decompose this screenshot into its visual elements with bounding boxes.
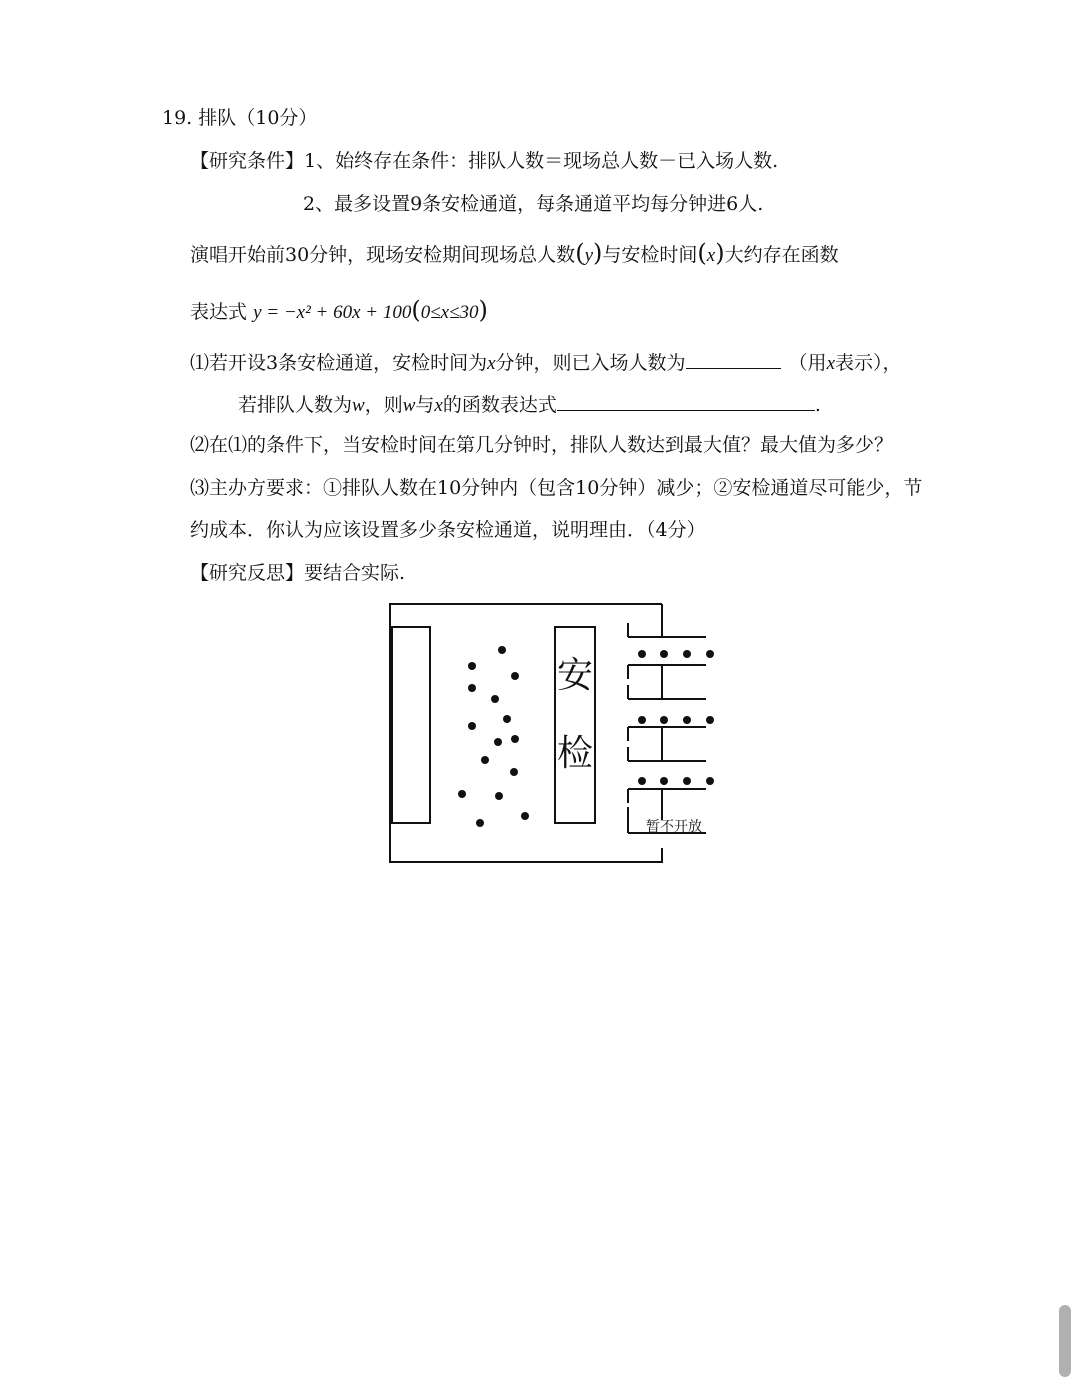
var-y: y — [584, 245, 593, 266]
part1-line2-text-a: 若排队人数为 — [238, 394, 353, 416]
crowd-dot — [458, 790, 466, 798]
queue-dot — [638, 650, 646, 658]
scrollbar-thumb[interactable] — [1059, 1305, 1071, 1377]
intro-text-b: 与安检时间 — [602, 244, 698, 266]
queue-dot — [638, 716, 646, 724]
crowd-dot — [468, 662, 476, 670]
part1-text-d: 表示）， — [835, 352, 902, 374]
queue-dot — [660, 777, 668, 785]
crowd-dot — [521, 812, 529, 820]
part1-var-w-2: w — [402, 395, 416, 416]
closed-lane-label: 暂不开放 — [646, 819, 702, 835]
answer-blank-entered[interactable] — [686, 348, 781, 369]
intro-text-d: 表达式 — [190, 301, 248, 323]
intro-line-2: 表达式 y = −x² + 60x + 100(0≤x≤30) — [190, 296, 488, 324]
part1-text-c: （用 — [788, 352, 827, 374]
queue-dot — [683, 777, 691, 785]
condition-line-2: 2、最多设置9条安检通道，每条通道平均每分钟进6人. — [303, 193, 764, 215]
stage-rect — [392, 627, 430, 823]
question-number-title: 19. 排队（10分） — [162, 107, 318, 129]
part1-var-x-3: x — [434, 395, 443, 416]
crowd-dot — [481, 756, 489, 764]
crowd-dot — [495, 792, 503, 800]
queue-dot — [706, 777, 714, 785]
answer-blank-function[interactable] — [557, 390, 815, 411]
crowd-dot — [511, 735, 519, 743]
crowd-dot — [476, 819, 484, 827]
crowd-dot — [491, 695, 499, 703]
part1-line-1 — [190, 348, 902, 377]
reflection-text: 要结合实际. — [304, 562, 406, 584]
part3-line-1: ⑶主办方要求：①排队人数在10分钟内（包含10分钟）减少；②安检通道尽可能少，节 — [190, 477, 923, 499]
reflection-line — [190, 560, 405, 586]
function-formula: y = −x² + 60x + 100 — [253, 302, 412, 323]
crowd-dot — [494, 738, 502, 746]
queue-dot — [660, 650, 668, 658]
reflection-label: 【研究反思】 — [190, 562, 305, 584]
intro-text-a: 演唱开始前30分钟，现场安检期间现场总人数 — [190, 244, 576, 266]
queue-dot — [660, 716, 668, 724]
crowd-dot — [498, 646, 506, 654]
queue-dot — [706, 716, 714, 724]
queue-dot — [638, 777, 646, 785]
security-char-1: 安 — [556, 655, 594, 696]
intro-text-c: 大约存在函数 — [724, 244, 839, 266]
crowd-dot — [503, 715, 511, 723]
crowd-dot — [468, 684, 476, 692]
part2-line: ⑵在⑴的条件下，当安检时间在第几分钟时，排队人数达到最大值？最大值为多少？ — [190, 434, 894, 456]
part1-line-2 — [238, 390, 821, 419]
conditions-label: 【研究条件】 — [190, 150, 305, 172]
crowd-dot — [510, 768, 518, 776]
part1-var-x: x — [487, 353, 496, 374]
part1-var-x-2: x — [826, 353, 835, 374]
crowd-dot — [468, 722, 476, 730]
condition-1: 1、始终存在条件：排队人数＝现场总人数－已入场人数. — [304, 150, 779, 172]
crowd-dot — [511, 672, 519, 680]
part1-text-b: 分钟，则已入场人数为 — [495, 352, 686, 374]
crowd-dots — [458, 646, 529, 827]
function-domain: 0≤x≤30 — [420, 302, 479, 323]
queue-dots — [638, 650, 714, 785]
part1-line2-end: . — [814, 394, 821, 416]
part3-line-2: 约成本．你认为应该设置多少条安检通道，说明理由．（4分） — [190, 519, 706, 541]
queue-dot — [683, 650, 691, 658]
part1-text-a: ⑴若开设3条安检通道，安检时间为 — [190, 352, 488, 374]
part1-line2-text-b: ，则 — [364, 394, 403, 416]
intro-line-1: 演唱开始前30分钟，现场安检期间现场总人数(y)与安检时间(x)大约存在函数 — [190, 239, 839, 267]
part1-line2-text-d: 的函数表达式 — [442, 394, 557, 416]
queue-dot — [683, 716, 691, 724]
condition-line-1 — [190, 148, 778, 174]
part1-var-w: w — [352, 395, 365, 416]
venue-queue-diagram — [380, 595, 725, 870]
security-char-2: 检 — [556, 733, 594, 774]
part1-line2-text-c: 与 — [415, 394, 435, 416]
queue-dot — [706, 650, 714, 658]
var-x: x — [706, 245, 716, 266]
